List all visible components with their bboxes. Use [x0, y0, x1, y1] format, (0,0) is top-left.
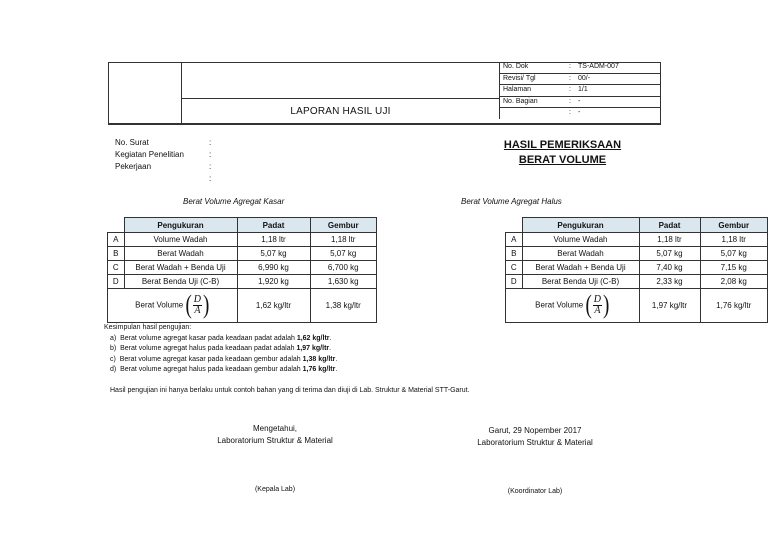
- meta-value: -: [575, 96, 661, 108]
- column-header: Padat: [639, 218, 700, 233]
- table-row: D Berat Benda Uji (C-B) 1,920 kg 1,630 kg: [108, 275, 377, 289]
- conclusion-item: d) Berat volume agregat halus pada keadaan gembur adalah 1,76 kg/ltr.: [110, 366, 338, 373]
- meta-value: 00/-: [575, 73, 661, 85]
- meta-label: No. Dok: [500, 62, 566, 73]
- berat-volume-row: Berat Volume ( D A ) 1,97 kg/ltr 1,76 kg/ltr: [506, 289, 768, 323]
- signature-left: Mengetahui, Laboratorium Struktur & Material: [217, 424, 333, 445]
- table-row: B Berat Wadah 5,07 kg 5,07 kg: [108, 247, 377, 261]
- meta-label: Halaman: [500, 85, 566, 97]
- meta-label: Revisi/ Tgl: [500, 73, 566, 85]
- conclusion-item: a) Berat volume agregat kasar pada keadaan padat adalah 1,62 kg/ltr.: [110, 334, 332, 342]
- info-label: No. Surat: [115, 138, 149, 147]
- table-row: C Berat Wadah + Benda Uji 6,990 kg 6,700 kg: [108, 261, 377, 275]
- table-kasar: [107, 217, 377, 323]
- meta-value: -: [578, 109, 581, 117]
- signature-left-role: (Kepala Lab): [254, 486, 296, 493]
- caption-kasar: Berat Volume Agregat Kasar: [183, 197, 285, 206]
- table-row: D Berat Benda Uji (C-B) 2,33 kg 2,08 kg: [506, 275, 768, 289]
- caption-halus: Berat Volume Agregat Halus: [461, 197, 562, 206]
- column-header: Pengukuran: [124, 218, 237, 233]
- document-meta-table: No. Dok : TS-ADM-007 Revisi/ Tgl : 00/- Halaman : 1/1 No. Bagian : - : -: [499, 62, 661, 119]
- conclusion-item: b) Berat volume agregat halus pada keadaan padat adalah 1,97 kg/ltr.: [110, 345, 332, 352]
- meta-label: [500, 108, 566, 119]
- meta-value: TS-ADM-007: [575, 62, 661, 73]
- result-heading: HASIL PEMERIKSAAN BERAT VOLUME: [503, 139, 622, 166]
- meta-label: No. Bagian: [500, 96, 566, 108]
- table-row: B Berat Wadah 5,07 kg 5,07 kg: [506, 247, 768, 261]
- column-header: Pengukuran: [522, 218, 639, 233]
- table-halus: [505, 217, 768, 323]
- disclaimer-note: Hasil pengujian ini hanya berlaku untuk contoh bahan yang di terima dan diuji di Lab. Struktur & Material STT-Garut.: [110, 387, 470, 394]
- column-header: Gembur: [310, 218, 377, 233]
- meta-value: 1/1: [575, 85, 661, 97]
- info-label: Kegiatan Penelitian: [115, 150, 184, 159]
- column-header: Gembur: [700, 218, 768, 233]
- conclusion: [104, 323, 337, 376]
- report-info: No. Surat : Kegiatan Penelitian : Pekerjaan : :: [115, 138, 212, 183]
- table-row: A Volume Wadah 1,18 ltr 1,18 ltr: [108, 233, 377, 247]
- report-title: LAPORAN HASIL UJI: [290, 106, 391, 117]
- column-header: Padat: [237, 218, 310, 233]
- signature-right: Garut, 29 Nopember 2017 Laboratorium Struktur & Material: [477, 426, 593, 447]
- table-row: A Volume Wadah 1,18 ltr 1,18 ltr: [506, 233, 768, 247]
- formula-d-over-a: ( D A ): [585, 290, 610, 321]
- berat-volume-row: Berat Volume ( D A ) 1,62 kg/ltr 1,38 kg/ltr: [108, 289, 377, 323]
- logo-box: [108, 62, 182, 124]
- info-label: Pekerjaan: [115, 162, 152, 171]
- signature-right-role: (Koordinator Lab): [507, 488, 563, 495]
- formula-d-over-a: ( D A ): [185, 290, 210, 321]
- table-row: C Berat Wadah + Benda Uji 7,40 kg 7,15 kg: [506, 261, 768, 275]
- header-double-rule: [108, 124, 661, 125]
- conclusion-item: c) Berat volume agregat kasar pada keadaan gembur adalah 1,38 kg/ltr.: [110, 355, 338, 363]
- conclusion-title: Kesimpulan hasil pengujian:: [104, 324, 192, 331]
